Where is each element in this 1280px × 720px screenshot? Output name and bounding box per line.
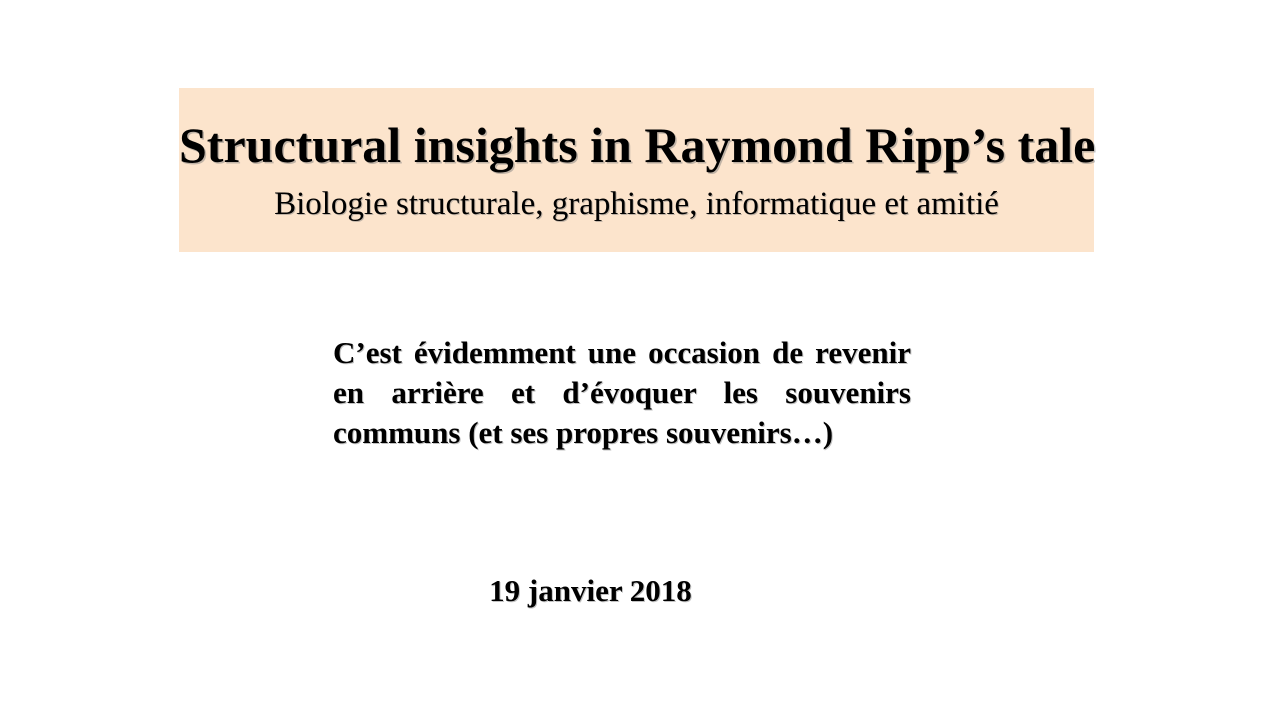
body-line: communs (et ses propres souvenirs…) <box>333 415 834 450</box>
slide-subtitle: Biologie structurale, graphisme, informatique et amitié <box>274 186 999 222</box>
body-line: en arrière et d’évoquer les souvenirs <box>333 375 911 410</box>
body-line: C’est évidemment une occasion de revenir <box>333 335 911 370</box>
slide-title: Structural insights in Raymond Ripp’s tale <box>179 117 1096 173</box>
slide-date: 19 janvier 2018 <box>489 573 692 608</box>
body-paragraph <box>333 333 911 453</box>
title-box <box>179 88 1094 252</box>
